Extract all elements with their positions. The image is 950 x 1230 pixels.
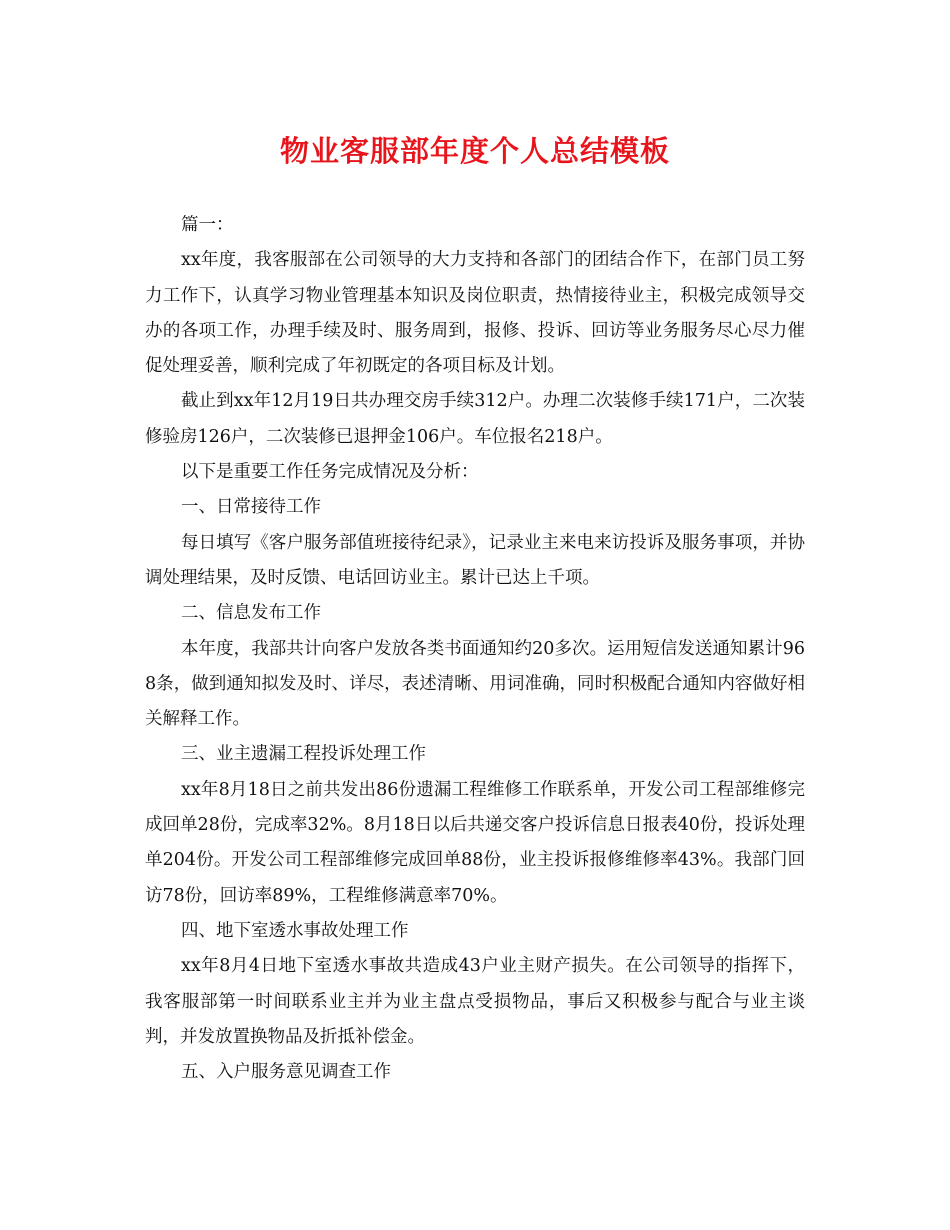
paragraph-basement-flooding: xx年8月4日地下室透水事故共造成43户业主财产损失。在公司领导的指挥下，我客服部第一时间联系业主并为业主盘点受损物品，事后又积极参与配合与业主谈判，并发放置换物品及折抵补偿金。 (145, 956, 805, 1047)
heading-complaint-handling: 三、业主遗漏工程投诉处理工作 (181, 744, 426, 765)
heading-basement-flooding: 四、地下室透水事故处理工作 (181, 920, 409, 941)
document-body (145, 208, 805, 1090)
section-label: 篇一： (181, 215, 234, 235)
paragraph-daily-reception: 每日填写《客户服务部值班接待纪录》，记录业主来电来访投诉及服务事项，并协调处理结果，及时反馈、电话回访业主。累计已达上千项。 (145, 532, 805, 588)
heading-info-release: 二、信息发布工作 (181, 603, 321, 624)
paragraph-analysis-lead: 以下是重要工作任务完成情况及分析： (181, 462, 479, 483)
paragraph-complaint-handling: xx年8月18日之前共发出86份遗漏工程维修工作联系单，开发公司工程部维修完成回单28份，完成率32%。8月18日以后共递交客户投诉信息日报表40份，投诉处理单204份。开发公司工程部维修完成回单88份，业主投诉报修维修率43%。我部门回访78份，回访率89%，工程维修满意率70%。 (145, 779, 805, 906)
heading-survey: 五、入户服务意见调查工作 (181, 1062, 391, 1083)
paragraph-intro: xx年度，我客服部在公司领导的大力支持和各部门的团结合作下，在部门员工努力工作下，认真学习物业管理基本知识及岗位职责，热情接待业主，积极完成领导交办的各项工作，办理手续及时、服务周到，报修、投诉、回访等业务服务尽心尽力催促处理妥善，顺利完成了年初既定的各项目标及计划。 (145, 250, 805, 377)
paragraph-statistics: 截止到xx年12月19日共办理交房手续312户。办理二次装修手续171户，二次装修验房126户，二次装修已退押金106户。车位报名218户。 (145, 391, 805, 447)
paragraph-info-release: 本年度，我部共计向客户发放各类书面通知约20多次。运用短信发送通知累计968条，做到通知拟发及时、详尽，表述清晰、用词准确，同时积极配合通知内容做好相关解释工作。 (145, 638, 805, 730)
document-title: 物业客服部年度个人总结模板 (279, 134, 670, 168)
heading-daily-reception: 一、日常接待工作 (181, 497, 321, 518)
